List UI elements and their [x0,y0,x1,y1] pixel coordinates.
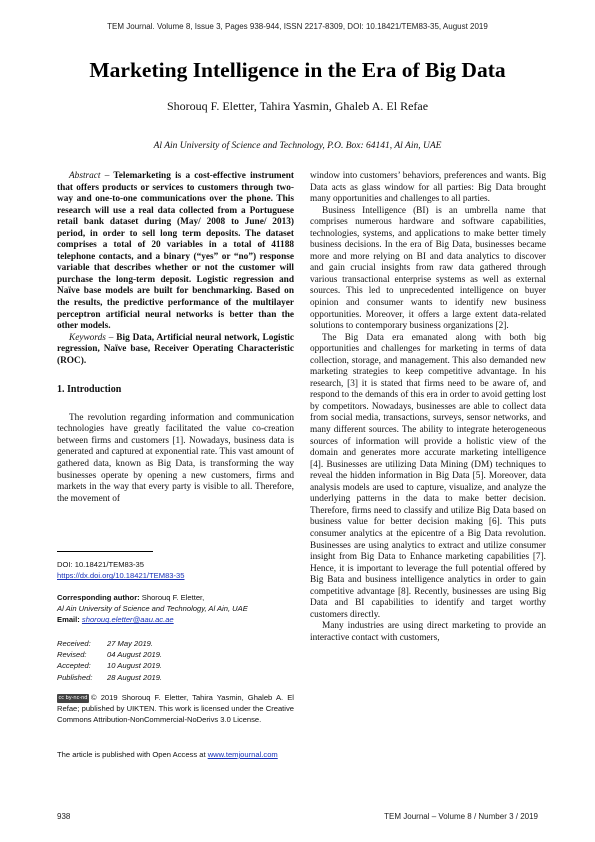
journal-reference: TEM Journal – Volume 8 / Number 3 / 2019 [384,812,538,821]
abstract-lead: Abstract – [69,171,110,181]
date-label: Revised: [57,650,87,660]
corresponding-author-label: Corresponding author: [57,593,140,602]
doi-block [57,559,294,581]
left-column [57,171,294,505]
license-block [57,692,294,726]
date-value: 04 August 2019. [107,650,163,660]
body-paragraph: Business Intelligence (BI) is an umbrella name that comprises numerous hardware and software capabilities, technologies, systems, and applications to make better timely business decisions. In the era of Big Data, businesses became more and more relying on BI and data analytics to discover and gain crucial insights from raw data gathered through various transactional enterprise systems as well as external sources. This led to unprecedented intelligence on buyer opinion and consumer wants to identify new business opportunities. Moreover, it offers a large extent data-related solutions to contemporary business organizations [2]. [310,205,546,332]
keywords-text: Big Data, Artificial neural network, Logistic regression, Naïve base, Receiver Operating Characteristic (ROC). [57,332,295,366]
email-label: Email: [57,615,80,625]
keywords-paragraph [57,333,294,368]
date-label: Received: [57,639,91,648]
date-value: 27 May 2019. [107,639,154,648]
doi-text: DOI: 10.18421/TEM83-35 [57,560,144,569]
author-affiliation: Al Ain University of Science and Technology, P.O. Box: 64141, Al Ain, UAE [153,141,442,151]
date-label: Accepted: [57,661,91,671]
section-heading-introduction: 1. Introduction [57,384,122,396]
right-column [310,171,546,644]
journal-site-link[interactable]: www.temjournal.com [207,750,278,759]
body-paragraph: The Big Data era emanated along with both big opportunities and challenges for marketing in terms of data collection, storage, and management. This also demanded new marketing strategies to keep competitive advantage. In his research, [3] it is stated that firms need to be aware of, and respond to the demands of this era in order to avoid getting lost by competitors. Nowadays, businesses are able to collect data from social media, transactions, surveys, sensor networks, and many different sources. The ability to integrate heterogeneous sources of information will provide a holistic view of the domain and generates more accurate marketing intelligence [4]. Businesses are utilizing Data Mining (DM) techniques to reveal the hidden information in Big Data [5]. Moreover, data analysis models are used to capture, visualize, and analyze the underlying patterns in the data to make better decision. Therefore, firms need to classify and utilize Big Data based on business value for better decision making [6]. This puts consumer analytics at the epicentre of a Big Data revolution. Businesses are using analytics to extract and utilize consumer insight from Big Data to Enhance marketing capabilities [7]. Hence, it is important to leverage the full potential offered by Big Bata and business intelligence analytics in order to gain competitive advantage [8]. Recently, businesses are using Big Data and BI capabilities to identify and target worthy customers directly. [310,332,546,620]
doi-link[interactable]: https://dx.doi.org/10.18421/TEM83-35 [57,571,185,581]
date-row-received [57,638,294,649]
author-list: Shorouq F. Eletter, Tahira Yasmin, Ghaleb A. El Refae [166,99,429,113]
corresponding-author-name: Shorouq F. Eletter, [139,593,205,602]
footnote-divider [57,551,153,552]
open-access-text: The article is published with Open Access at [57,750,208,759]
date-row-accepted [57,660,294,671]
date-value: 10 August 2019. [107,661,163,671]
date-row-revised [57,649,294,660]
keywords-lead: Keywords – [69,332,114,343]
open-access-block [57,749,294,760]
email-link[interactable]: shorouq.eletter@aau.ac.ae [81,615,174,625]
abstract-paragraph [57,171,294,333]
intro-paragraph: The revolution regarding information and communication technologies have greatly facilitated the value co-creation between firms and customers [1]. Nowadays, business data is generated and captured at exponential rate. This vast amount of gathered data, known as Big Data, is transforming the way businesses operate by opening a new customers, firms and markets in the way that every party is visible to all. Therefore, the movement of [57,412,294,504]
creative-commons-badge-icon[interactable]: cc by-nc-nd [58,694,88,701]
corresponding-author-block [57,592,294,626]
body-paragraph: Many industries are using direct marketing to provide an interactive contact with customers, [310,621,546,643]
article-title: Marketing Intelligence in the Era of Big Data [89,58,506,82]
article-dates [57,638,294,683]
running-head: TEM Journal. Volume 8, Issue 3, Pages 938-944, ISSN 2217-8309, DOI: 10.18421/TEM83-35, August 2019 [107,22,488,31]
date-row-published [57,672,294,683]
license-text: © 2019 Shorouq F. Eletter, Tahira Yasmin, Ghaleb A. El Refae; published by UIKTEN. This work is licensed under the Creative Commons Attribution-NonCommercial-NoDerivs 3.0 License. [57,693,294,725]
date-value: 28 August 2019. [107,672,163,682]
page-number: 938 [57,812,71,821]
body-paragraph: window into customers’ behaviors, preferences and wants. Big Data acts as glass window for all parties: Big Data brought many opportunities and challenges to all parties. [310,171,546,205]
abstract-text: Telemarketing is a cost-effective instrument that offers products or services to customers through two-way and one-to-one communications over the phone. This research will use a real data collected from a Portuguese retail bank dataset during (May/ 2008 to June/ 2013) period, in order to sell long term deposits. The dataset comprises a total of 20 variables in a total of 41188 telephone contacts, and a binary (“yes” or “no”) response variable that describes whether or not the customer will purchase the long-term deposit. Logistic regression and Naïve base models are built for benchmarking. Based on the results, the predictive performance of the multilayer perceptron artificial neural networks is better than the other models. [57,171,295,332]
corresponding-author-affiliation: Al Ain University of Science and Technology, Al Ain, UAE [57,604,248,614]
date-label: Published: [57,672,93,682]
